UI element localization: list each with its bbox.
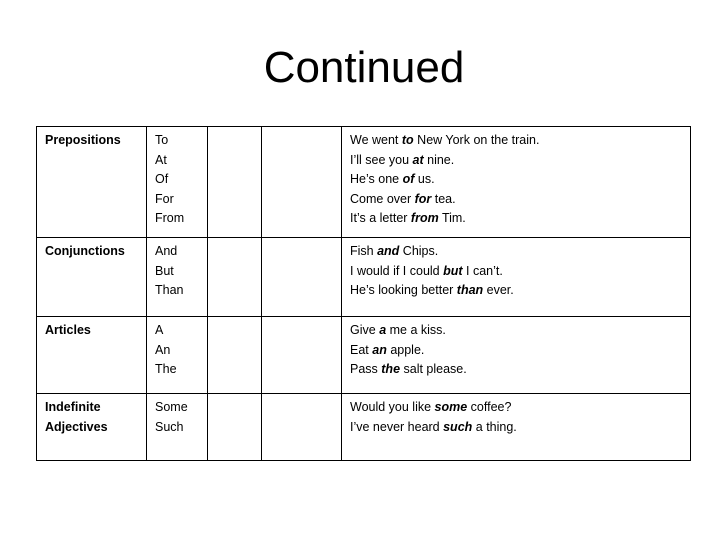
page-title: Continued <box>263 43 465 92</box>
example-sentence: Give a me a kiss. <box>350 323 446 337</box>
word: From <box>155 211 185 225</box>
word: The <box>155 362 177 376</box>
table-row-conjunctions <box>37 238 691 317</box>
examples-cell <box>342 394 691 461</box>
words-cell <box>147 317 208 394</box>
keyword: and <box>377 244 400 258</box>
empty-cell <box>262 238 342 317</box>
example-sentence: He’s looking better than ever. <box>350 283 514 297</box>
example-sentence: Would you like some coffee? <box>350 400 512 414</box>
category-label: Adjectives <box>45 419 108 434</box>
example-sentence: We went to New York on the train. <box>350 133 540 147</box>
keyword: for <box>414 191 432 206</box>
category-cell <box>37 317 147 394</box>
example-sentence: I would if I could but I can’t. <box>350 263 503 278</box>
keyword: at <box>412 152 424 167</box>
example-sentence: Eat an apple. <box>350 342 425 357</box>
keyword: some <box>434 400 468 414</box>
words-cell <box>147 394 208 461</box>
category-cell <box>37 238 147 317</box>
example-sentence: Pass the salt please. <box>350 362 467 376</box>
category-cell <box>37 127 147 238</box>
word: And <box>155 244 178 258</box>
keyword: from <box>410 211 439 225</box>
example-sentence: I’ve never heard such a thing. <box>350 419 517 434</box>
example-sentence: I’ll see you at nine. <box>350 152 455 167</box>
empty-cell <box>208 238 262 317</box>
table-row-indefinite-adjectives <box>37 394 691 461</box>
example-sentence: He’s one of us. <box>350 172 435 186</box>
table-row-articles <box>37 317 691 394</box>
example-sentence: It’s a letter from Tim. <box>350 211 466 225</box>
keyword: an <box>372 342 387 357</box>
word: Such <box>155 419 184 434</box>
word: To <box>155 133 169 147</box>
empty-cell <box>208 317 262 394</box>
empty-cell <box>262 127 342 238</box>
keyword: a <box>379 323 387 337</box>
word: A <box>155 323 164 337</box>
keyword: to <box>401 133 414 147</box>
word: An <box>155 342 171 357</box>
word: Some <box>155 400 188 414</box>
keyword: such <box>443 419 473 434</box>
category-label: Prepositions <box>45 133 121 147</box>
empty-cell <box>262 317 342 394</box>
keyword: the <box>381 362 401 376</box>
empty-cell <box>208 127 262 238</box>
word: For <box>155 191 174 206</box>
words-cell <box>147 238 208 317</box>
examples-cell <box>342 238 691 317</box>
category-label: Articles <box>45 323 91 337</box>
keyword: of <box>402 172 415 186</box>
examples-cell <box>342 127 691 238</box>
empty-cell <box>262 394 342 461</box>
example-sentence: Fish and Chips. <box>350 244 439 258</box>
category-label: Conjunctions <box>45 244 125 258</box>
word: At <box>155 152 167 167</box>
keyword: than <box>456 283 484 297</box>
words-cell <box>147 127 208 238</box>
keyword: but <box>443 263 463 278</box>
empty-cell <box>208 394 262 461</box>
example-sentence: Come over for tea. <box>350 191 456 206</box>
examples-cell <box>342 317 691 394</box>
category-label: Indefinite <box>45 400 101 414</box>
word: But <box>155 263 174 278</box>
word: Than <box>155 283 184 297</box>
grammar-table <box>36 126 691 461</box>
category-cell <box>37 394 147 461</box>
word: Of <box>155 172 169 186</box>
table-row-prepositions <box>37 127 691 238</box>
